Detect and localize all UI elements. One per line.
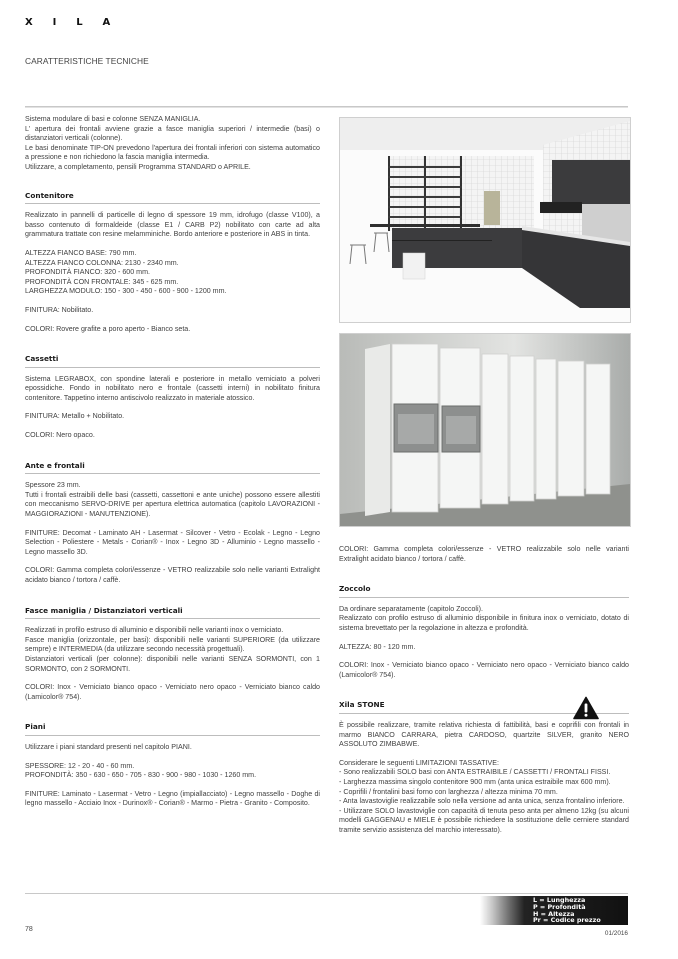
paragraph: Distanziatori verticali (per colonne): disponibili nelle varianti SENZA SORMONTI, con 1 SORMONTO, con 2 SORMONTI.	[25, 654, 320, 673]
section-piani	[25, 722, 320, 809]
profondita: PROFONDITÀ: 350 - 630 - 650 - 705 - 830 - 900 - 980 - 1030 - 1260 mm.	[25, 771, 257, 780]
bottom-divider	[25, 893, 628, 894]
document-title: CARATTERISTICHE TECNICHE	[25, 56, 149, 66]
colori: COLORI: Inox - Verniciato bianco opaco - Verniciato nero opaco - Verniciato bianco caldo (Lamicolor® 754).	[339, 661, 629, 679]
colori: COLORI: Gamma completa colori/essenze - VETRO realizzabile solo nelle varianti Extralight acidato bianco / tortora / caffè.	[25, 566, 320, 584]
section-heading: Xila STONE	[339, 700, 629, 714]
top-divider	[25, 106, 628, 108]
finiture: FINITURE: Laminato - Lasermat - Vetro - Legno (impiallacciato) - Legno massello - Doghe di legno massello - Acciaio Inox - Durinox® - Corian® - Marmo - Pietra - Granito - Composito.	[25, 789, 320, 808]
altezza: ALTEZZA: 80 - 120 mm.	[339, 642, 416, 651]
section-heading: Fasce maniglia / Distanziatori verticali	[25, 606, 320, 620]
intro-line: Sistema modulare di basi e colonne SENZA MANIGLIA.	[25, 115, 201, 123]
colori: COLORI: Nero opaco.	[25, 431, 95, 440]
finitura: FINITURA: Metallo + Nobilitato.	[25, 412, 125, 421]
limitation-item: - Larghezza massima singolo contenitore 900 mm (anta unica estraibile max 600 mm).	[339, 777, 611, 786]
spec-line: LARGHEZZA MODULO: 150 - 300 - 450 - 600 - 900 - 1200 mm.	[25, 287, 227, 296]
paragraph: Fasce maniglia (orizzontale, per basi): disponibili nelle varianti SUPERIORE (da utilizzare sempre) e INTERMEDIA (da utilizzare secondo necessità progettuali).	[25, 635, 320, 654]
colori: COLORI: Inox - Verniciato bianco opaco - Verniciato nero opaco - Verniciato bianco caldo (Lamicolor® 754).	[25, 683, 320, 701]
columns-illustration	[340, 334, 630, 526]
abbreviation-legend	[480, 896, 628, 925]
colori: COLORI: Rovere grafite a poro aperto - Bianco seta.	[25, 324, 191, 333]
limitation-item: - Sono realizzabili SOLO basi con ANTA ESTRAIBILE / CASSETTI / FRONTALI FISSI.	[339, 768, 611, 777]
spec-line: ALTEZZA FIANCO BASE: 790 mm.	[25, 248, 137, 257]
paragraph: Realizzati in profilo estruso di alluminio e disponibili nelle varianti inox o verniciato.	[25, 626, 284, 635]
section-cassetti	[25, 354, 320, 441]
section-heading: Piani	[25, 722, 320, 736]
kitchen-illustration	[340, 118, 630, 322]
page-number: 78	[25, 926, 33, 933]
section-heading: Ante e frontali	[25, 461, 320, 475]
legend-item: H = Altezza	[533, 909, 575, 918]
intro-text	[25, 115, 320, 173]
intro-line: Utilizzare, a completamento, pensili Programma STANDARD o APRILE.	[25, 162, 251, 171]
paragraph: Realizzato con profilo estruso di alluminio disponibile in finitura inox o verniciato, dotato di sistema brevettato per la regolazione in altezza e profondità.	[339, 614, 629, 632]
section-fasce-maniglia	[25, 606, 320, 703]
colori: COLORI: Gamma completa colori/essenze - VETRO realizzabile solo nelle varianti Extralight acidato bianco / tortora / caffè.	[339, 545, 629, 563]
kitchen-photo	[339, 117, 631, 323]
paragraph: Spessore 23 mm.	[25, 481, 81, 490]
limitations-title: Considerare le seguenti LIMITAZIONI TASSATIVE:	[339, 758, 499, 767]
paragraph: Realizzato in pannelli di particelle di legno di spessore 19 mm, idrofugo (classe V100), a basso contenuto di formaldeide (classe E1 / CARB P2) nobilitato con carte ad alta grammatura trattate con resine melamminiche. Bordo anteriore e posteriore in ABS in tinta.	[25, 211, 320, 239]
section-heading: Contenitore	[25, 191, 320, 205]
intro-line: L' apertura dei frontali avviene grazie a fasce maniglia superiori / intermedie (basi) o distanziatori verticali (colonne).	[25, 124, 320, 143]
limitation-item: - Utilizzare SOLO lavastoviglie con capacità di tenuta peso anta per almeno 12kg (su alcuni modelli GAGGENAU e MIELE è possibile richiedere la sostituzione delle cerniere standard tramite servizio assistenza del marchio interessato).	[339, 806, 629, 834]
spec-line: PROFONDITÀ FIANCO: 320 - 600 mm.	[25, 268, 150, 277]
left-column	[25, 115, 320, 829]
section-ante-frontali	[25, 461, 320, 586]
paragraph: Sistema LEGRABOX, con spondine laterali e posteriore in metallo verniciato a polveri epossidiche. Fondo in nobilitato nero e frontale (cassetti interni) in nobilitato finitura contenitore. Tappetino interno antiscivolo realizzato in materiale atossico.	[25, 374, 320, 402]
paragraph: Tutti i frontali estraibili delle basi (cassetti, cassettoni e ante uniche) possono essere allestiti con meccanismo SERVO-DRIVE per apertura elettrica automatica (capitolo LAVORAZIONI - MAGGIORAZIONI - MANUTENZIONE).	[25, 490, 320, 519]
spec-line: ALTEZZA FIANCO COLONNA: 2130 - 2340 mm.	[25, 258, 179, 267]
section-heading: Cassetti	[25, 354, 320, 368]
section-xila-stone	[339, 700, 629, 835]
warning-icon	[573, 696, 599, 720]
brand-logo: X I L A	[25, 17, 119, 28]
legend-item: Pr = Codice prezzo	[533, 916, 601, 925]
spessore: SPESSORE: 12 - 20 - 40 - 60 mm.	[25, 761, 135, 770]
legend-item: L = Lunghezza	[533, 896, 586, 904]
spec-line: PROFONDITÀ CON FRONTALE: 345 - 625 mm.	[25, 277, 179, 286]
paragraph: Utilizzare i piani standard presenti nel capitolo PIANI.	[25, 742, 192, 751]
finitura: FINITURA: Nobilitato.	[25, 305, 94, 314]
limitation-item: - Anta lavastoviglie realizzabile solo nella versione ad anta unica, senza frontalino inferiore.	[339, 797, 625, 806]
legend-item: P = Profondità	[533, 902, 586, 911]
section-zoccolo	[339, 584, 629, 680]
paragraph: Da ordinare separatamente (capitolo Zoccoli).	[339, 604, 483, 613]
paragraph: È possibile realizzare, tramite relativa richiesta di fattibilità, basi e coprifili con frontali in marmo BIANCO CARRARA, pietra CARDOSO, quartzite SILVER, granito NERO ASSOLUTO ZIMBABWE.	[339, 720, 629, 749]
finiture: FINITURE: Decomat - Laminato AH - Lasermat - Silcover - Vetro - Ecolak - Legno - Legno Selection - Poliestere - Metals - Corian® - Inox - Legno 3D - Alluminio - Legno massello - Legno massello 3D.	[25, 528, 320, 556]
edition-date: 01/2016	[604, 930, 628, 937]
section-contenitore	[25, 191, 320, 335]
limitation-item: - Coprifili / frontalini basi forno con larghezza / altezza minima 70 mm.	[339, 787, 558, 796]
section-colori-ante-continued	[339, 545, 629, 564]
columns-photo	[339, 333, 631, 527]
section-heading: Zoccolo	[339, 584, 629, 598]
intro-line: Le basi denominate TIP-ON prevedono l'apertura dei frontali inferiori con sistema automatico a pressione e non richiedono la fascia maniglia intermedia.	[25, 143, 320, 162]
